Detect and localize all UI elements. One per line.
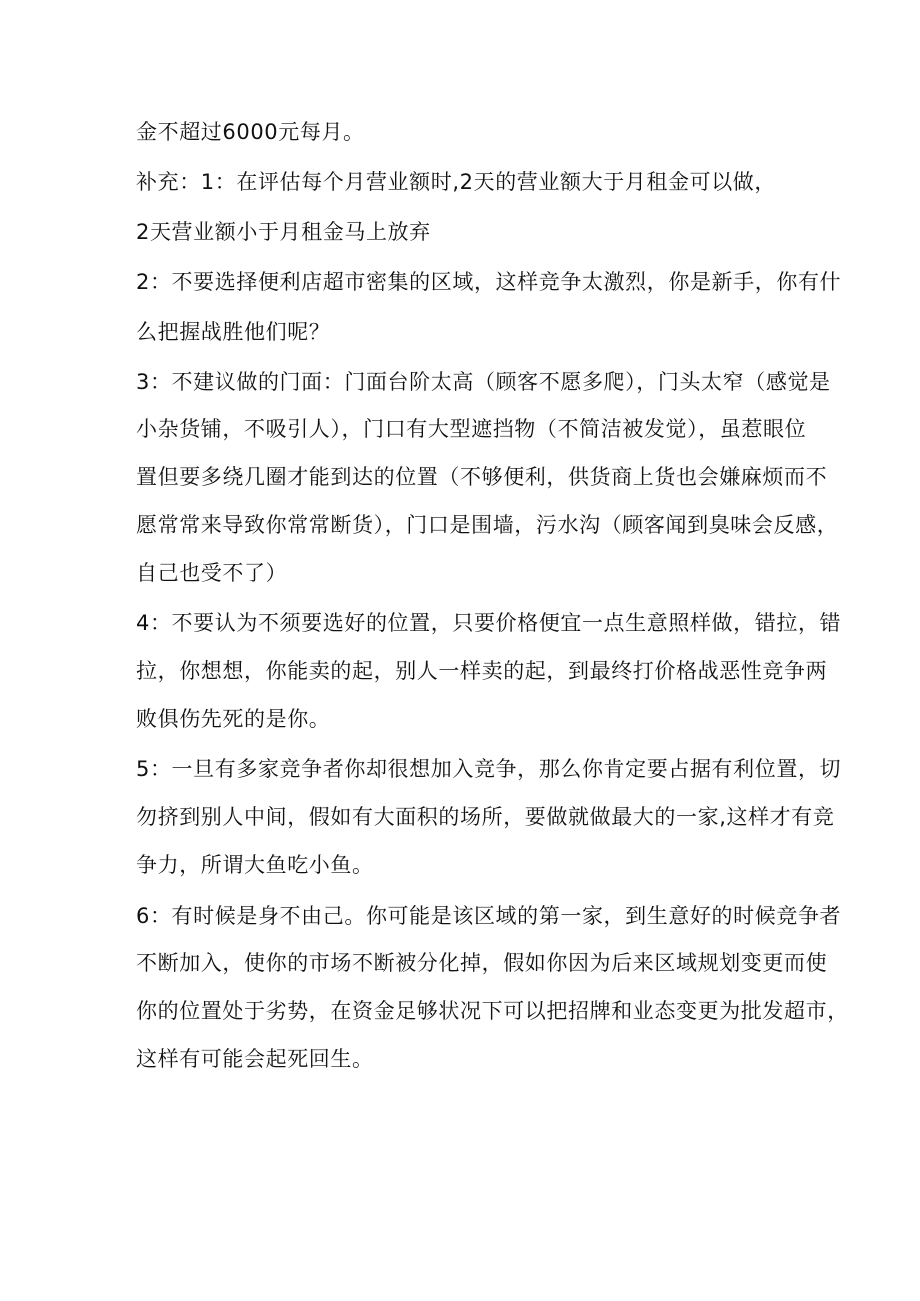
text-line: 争力，所谓大鱼吃小鱼。: [136, 853, 374, 877]
text-line: 3：不建议做的门面：门面台阶太高（顾客不愿多爬），门头太窄（感觉是: [136, 370, 831, 394]
text-line: 补充：1：在评估每个月营业额时,2天的营业额大于月租金可以做，: [136, 170, 776, 194]
text-line: 6：有时候是身不由己。你可能是该区域的第一家，到生意好的时候竞争者: [136, 904, 842, 928]
text-line: 愿常常来导致你常常断货），门口是围墙，污水沟（顾客闻到臭味会反感，: [136, 513, 839, 537]
text-line: 自己也受不了）: [136, 561, 288, 585]
text-line: 拉，你想想，你能卖的起，别人一样卖的起，到最终打价格战恶性竞争两: [136, 659, 828, 683]
text-line: 2：不要选择便利店超市密集的区域，这样竞争太激烈，你是新手，你有什: [136, 270, 842, 294]
text-line: 小杂货铺，不吸引人），门口有大型遮挡物（不简洁被发觉），虽惹眼位: [136, 417, 807, 441]
text-line: 你的位置处于劣势，在资金足够状况下可以把招牌和业态变更为批发超市，: [136, 999, 849, 1023]
text-line: 这样有可能会起死回生。: [136, 1047, 374, 1071]
text-line: 金不超过6000元每月。: [136, 120, 365, 144]
text-line: 勿挤到别人中间，假如有大面积的场所，要做就做最大的一家,这样才有竞: [136, 805, 835, 829]
text-line: 4：不要认为不须要选好的位置，只要价格便宜一点生意照样做，错拉，错: [136, 611, 842, 635]
text-line: 败俱伤先死的是你。: [136, 707, 331, 731]
text-line: 5：一旦有多家竞争者你却很想加入竞争，那么你肯定要占据有利位置，切: [136, 757, 842, 781]
text-line: 2天营业额小于月租金马上放弃: [136, 220, 431, 244]
text-line: 不断加入，使你的市场不断被分化掉，假如你因为后来区域规划变更而使: [136, 951, 828, 975]
text-line: 么把握战胜他们呢？: [136, 320, 331, 344]
text-line: 置但要多绕几圈才能到达的位置（不够便利，供货商上货也会嫌麻烦而不: [136, 465, 828, 489]
